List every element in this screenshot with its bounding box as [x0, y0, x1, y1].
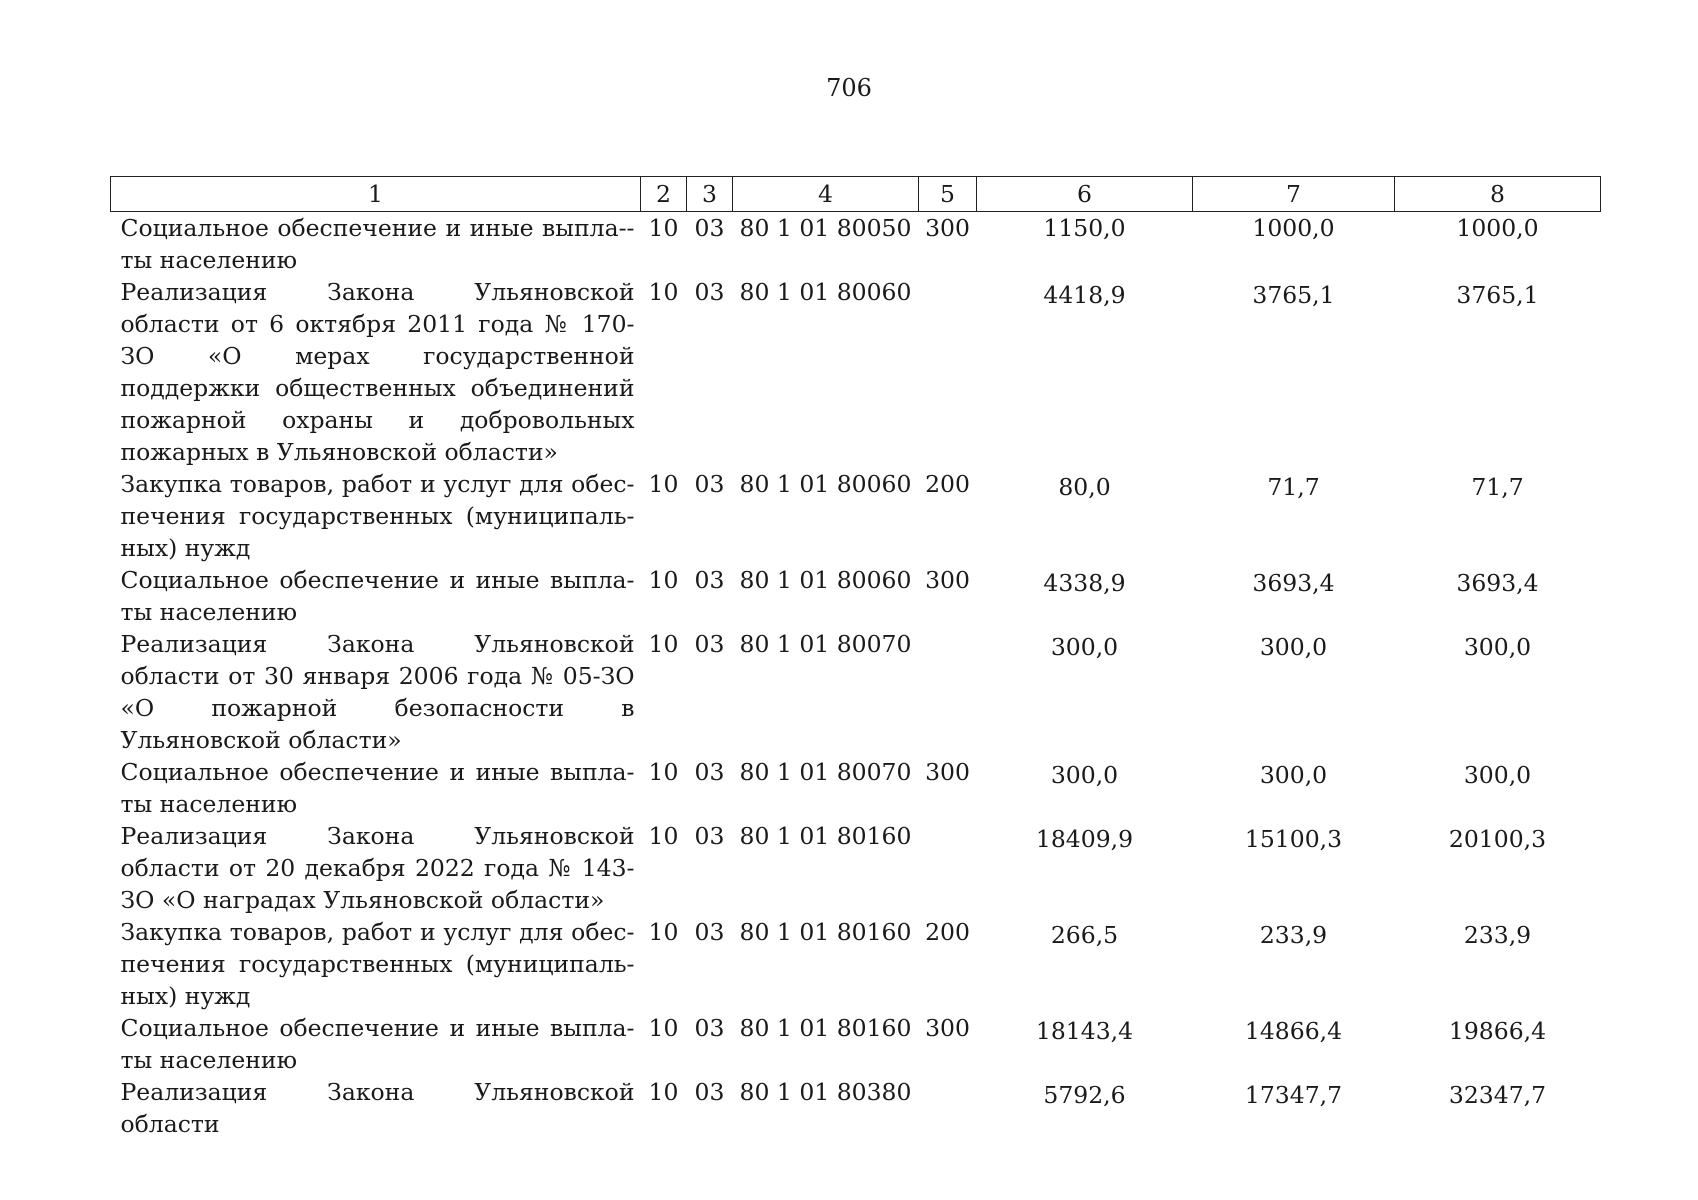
row-col-8: 3693,4 — [1456, 569, 1539, 597]
row-col-6: 300,0 — [1050, 761, 1119, 789]
row-col-6: 4338,9 — [1043, 569, 1126, 597]
table-row — [111, 756, 1601, 820]
row-col-5 — [919, 820, 977, 916]
row-col-3: 03 — [694, 822, 725, 850]
row-col-7: 1000,0 — [1252, 214, 1335, 242]
row-col-3: 03 — [694, 1078, 725, 1106]
row-col-5: 300 — [925, 1014, 970, 1042]
header-col-2: 2 — [641, 177, 687, 212]
row-col-6: 5792,6 — [1043, 1081, 1126, 1109]
row-col-7: 3765,1 — [1252, 281, 1335, 309]
row-col-3: 03 — [694, 470, 725, 498]
row-col-2: 10 — [648, 630, 679, 658]
row-col-6: 300,0 — [1050, 633, 1119, 661]
row-col-7: 233,9 — [1259, 921, 1328, 949]
table-row — [111, 916, 1601, 1012]
row-col-2: 10 — [648, 278, 679, 306]
row-col-8: 233,9 — [1463, 921, 1532, 949]
row-col-4: 80 1 01 80380 — [739, 1078, 912, 1106]
row-name: Реализация Закона Ульяновской области от 6 октября 2011 года № 170-ЗО «О мерах государственной поддержки общественных объединений пожарной охраны и добровольных пожарных в Ульяновской области» — [120, 278, 635, 466]
row-col-8: 19866,4 — [1448, 1017, 1547, 1045]
row-col-3: 03 — [694, 214, 725, 242]
header-row — [111, 177, 1601, 212]
row-name: Реализация Закона Ульяновской области от 30 января 2006 года № 05-ЗО «О пожарной безопасности в Ульяновской области» — [120, 630, 635, 754]
row-col-7: 300,0 — [1259, 633, 1328, 661]
row-col-4: 80 1 01 80050 — [739, 214, 912, 242]
row-col-7: 15100,3 — [1244, 825, 1343, 853]
row-col-5 — [919, 276, 977, 468]
row-col-2: 10 — [648, 566, 679, 594]
page-number: 706 — [826, 74, 872, 102]
table-row — [111, 468, 1601, 564]
row-col-3: 03 — [694, 758, 725, 786]
row-name: Социальное обеспечение и иные выплаты населению — [120, 1014, 635, 1074]
row-col-6: 80,0 — [1058, 473, 1111, 501]
row-col-8: 71,7 — [1471, 473, 1524, 501]
table-row — [111, 1076, 1601, 1140]
table-row — [111, 564, 1601, 628]
header-col-6: 6 — [977, 177, 1193, 212]
table-row — [111, 276, 1601, 468]
table-row — [111, 212, 1601, 277]
row-col-6: 18409,9 — [1035, 825, 1134, 853]
row-name: Реализация Закона Ульяновской области — [120, 1078, 635, 1138]
row-col-4: 80 1 01 80070 — [739, 630, 912, 658]
table-row — [111, 820, 1601, 916]
row-col-6: 1150,0 — [1043, 214, 1126, 242]
row-col-8: 20100,3 — [1448, 825, 1547, 853]
row-col-2: 10 — [648, 214, 679, 242]
row-col-7: 71,7 — [1267, 473, 1320, 501]
row-col-7: 3693,4 — [1252, 569, 1335, 597]
row-name: Закупка товаров, работ и услуг для обеспечения государственных (муниципальных) нужд — [120, 918, 635, 1010]
row-col-2: 10 — [648, 1078, 679, 1106]
row-col-3: 03 — [694, 566, 725, 594]
row-name: Закупка товаров, работ и услуг для обеспечения государственных (муниципальных) нужд — [120, 470, 635, 562]
row-col-2: 10 — [648, 1014, 679, 1042]
row-name: Социальное обеспечение и иные выпла-ты населению — [120, 214, 635, 274]
row-col-5: 200 — [925, 918, 970, 946]
row-col-5 — [919, 1076, 977, 1140]
row-col-5: 300 — [925, 566, 970, 594]
table-row — [111, 1012, 1601, 1076]
row-col-4: 80 1 01 80060 — [739, 566, 912, 594]
header-col-1: 1 — [111, 177, 641, 212]
row-col-8: 300,0 — [1463, 761, 1532, 789]
row-col-8: 1000,0 — [1456, 214, 1539, 242]
row-name: Социальное обеспечение и иные выплаты населению — [120, 758, 635, 818]
budget-table — [110, 176, 1601, 1140]
row-col-4: 80 1 01 80060 — [739, 278, 912, 306]
row-col-3: 03 — [694, 918, 725, 946]
row-col-8: 300,0 — [1463, 633, 1532, 661]
row-col-2: 10 — [648, 822, 679, 850]
row-name: Социальное обеспечение и иные выплаты населению — [120, 566, 635, 626]
row-col-8: 32347,7 — [1448, 1081, 1547, 1109]
row-col-3: 03 — [694, 278, 725, 306]
row-col-4: 80 1 01 80160 — [739, 822, 912, 850]
header-col-3: 3 — [687, 177, 733, 212]
row-col-6: 18143,4 — [1035, 1017, 1134, 1045]
row-col-4: 80 1 01 80070 — [739, 758, 912, 786]
row-name: Реализация Закона Ульяновской области от 20 декабря 2022 года № 143-ЗО «О наградах Ульяновской области» — [120, 822, 635, 914]
row-col-3: 03 — [694, 1014, 725, 1042]
table-body — [111, 212, 1601, 1141]
row-col-7: 300,0 — [1259, 761, 1328, 789]
row-col-5 — [919, 628, 977, 756]
row-col-6: 4418,9 — [1043, 281, 1126, 309]
table-header — [111, 177, 1601, 212]
row-col-2: 10 — [648, 470, 679, 498]
row-col-8: 3765,1 — [1456, 281, 1539, 309]
row-col-7: 17347,7 — [1244, 1081, 1343, 1109]
header-col-8: 8 — [1395, 177, 1601, 212]
row-col-4: 80 1 01 80060 — [739, 470, 912, 498]
row-col-2: 10 — [648, 758, 679, 786]
header-col-5: 5 — [919, 177, 977, 212]
row-col-2: 10 — [648, 918, 679, 946]
row-col-4: 80 1 01 80160 — [739, 1014, 912, 1042]
row-col-4: 80 1 01 80160 — [739, 918, 912, 946]
row-col-6: 266,5 — [1050, 921, 1119, 949]
header-col-7: 7 — [1193, 177, 1395, 212]
row-col-7: 14866,4 — [1244, 1017, 1343, 1045]
row-col-5: 300 — [925, 758, 970, 786]
row-col-5: 300 — [925, 214, 970, 242]
row-col-3: 03 — [694, 630, 725, 658]
header-col-4: 4 — [733, 177, 919, 212]
row-col-5: 200 — [925, 470, 970, 498]
table-row — [111, 628, 1601, 756]
